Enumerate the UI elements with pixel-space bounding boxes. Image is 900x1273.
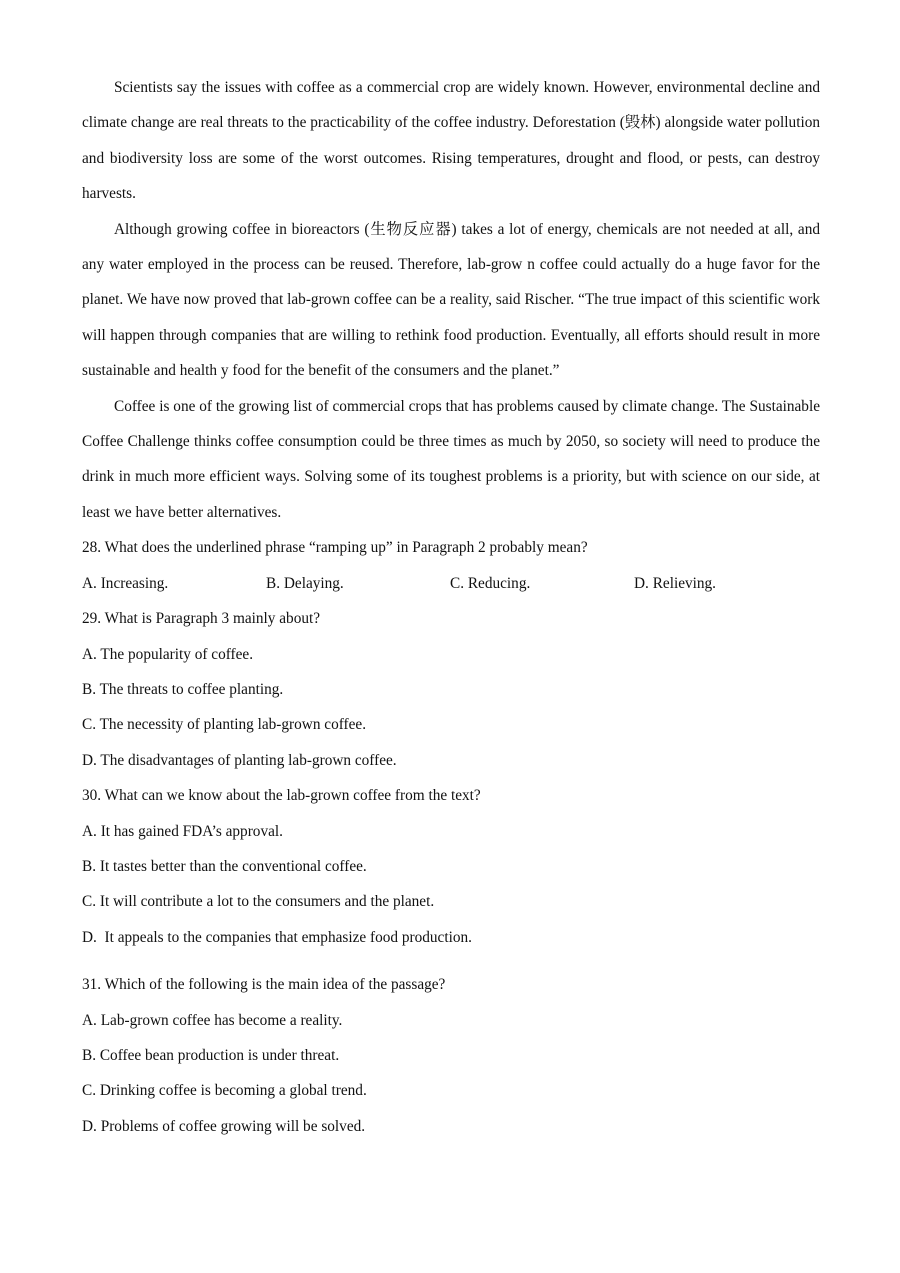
option-b: B. Coffee bean production is under threat. [82, 1046, 340, 1064]
option-c: C. The necessity of planting lab-grown coffee. [82, 716, 367, 734]
passage-paragraph-1: Scientists say the issues with coffee as a commercial crop are widely known. However, environmental decline and climate change are real threats to the practicability of the coffee industry. Deforestation (毁林) alongside water pollution and biodiversity loss are some of the worst outcomes. Rising temperatures, drought and flood, or pests, can destroy harvests. [82, 79, 820, 203]
option-c: C. It will contribute a lot to the consumers and the planet. [82, 893, 435, 911]
option-a: A. Increasing. [82, 574, 169, 592]
option-d: D. The disadvantages of planting lab-grown coffee. [82, 751, 397, 769]
question-31 [82, 967, 820, 1144]
question-stem: 29. What is Paragraph 3 mainly about? [82, 610, 321, 628]
passage-paragraph-3: Coffee is one of the growing list of commercial crops that has problems caused by climate change. The Sustainable Coffee Challenge thinks coffee consumption could be three times as much by 2050, so society will need to produce the drink in much more efficient ways. Solving some of its toughest problems is a priority, but with science on our side, at least we have better alternatives. [82, 397, 820, 521]
question-30 [82, 778, 820, 955]
option-b: B. Delaying. [266, 574, 344, 592]
question-29 [82, 601, 820, 778]
option-d: D. It appeals to the companies that emphasize food production. [82, 928, 472, 946]
question-stem: 31. Which of the following is the main idea of the passage? [82, 976, 446, 994]
option-b: B. It tastes better than the conventional coffee. [82, 857, 367, 875]
option-d: D. Problems of coffee growing will be solved. [82, 1117, 366, 1135]
option-a: A. The popularity of coffee. [82, 645, 254, 663]
option-d: D. Relieving. [634, 574, 716, 592]
options-row [82, 566, 820, 601]
option-b: B. The threats to coffee planting. [82, 680, 284, 698]
spacer [82, 955, 820, 967]
option-c: C. Drinking coffee is becoming a global trend. [82, 1082, 367, 1100]
option-c: C. Reducing. [450, 574, 531, 592]
passage-paragraph-2: Although growing coffee in bioreactors (生物反应器) takes a lot of energy, chemicals are not needed at all, and any water employed in the process can be reused. Therefore, lab-grow n coffee could actually do a huge favor for the planet. We have now proved that lab-grown coffee can be a reality, said Rischer. “The true impact of this scientific work will happen through companies that are willing to rethink food production. Eventually, all efforts should result in more sustainable and health y food for the benefit of the consumers and the planet.” [82, 220, 820, 380]
option-a: A. It has gained FDA’s approval. [82, 822, 283, 840]
option-a: A. Lab-grown coffee has become a reality. [82, 1011, 343, 1029]
question-stem: 28. What does the underlined phrase “ramping up” in Paragraph 2 probably mean? [82, 539, 588, 557]
question-28 [82, 530, 820, 601]
question-stem: 30. What can we know about the lab-grown coffee from the text? [82, 787, 481, 805]
